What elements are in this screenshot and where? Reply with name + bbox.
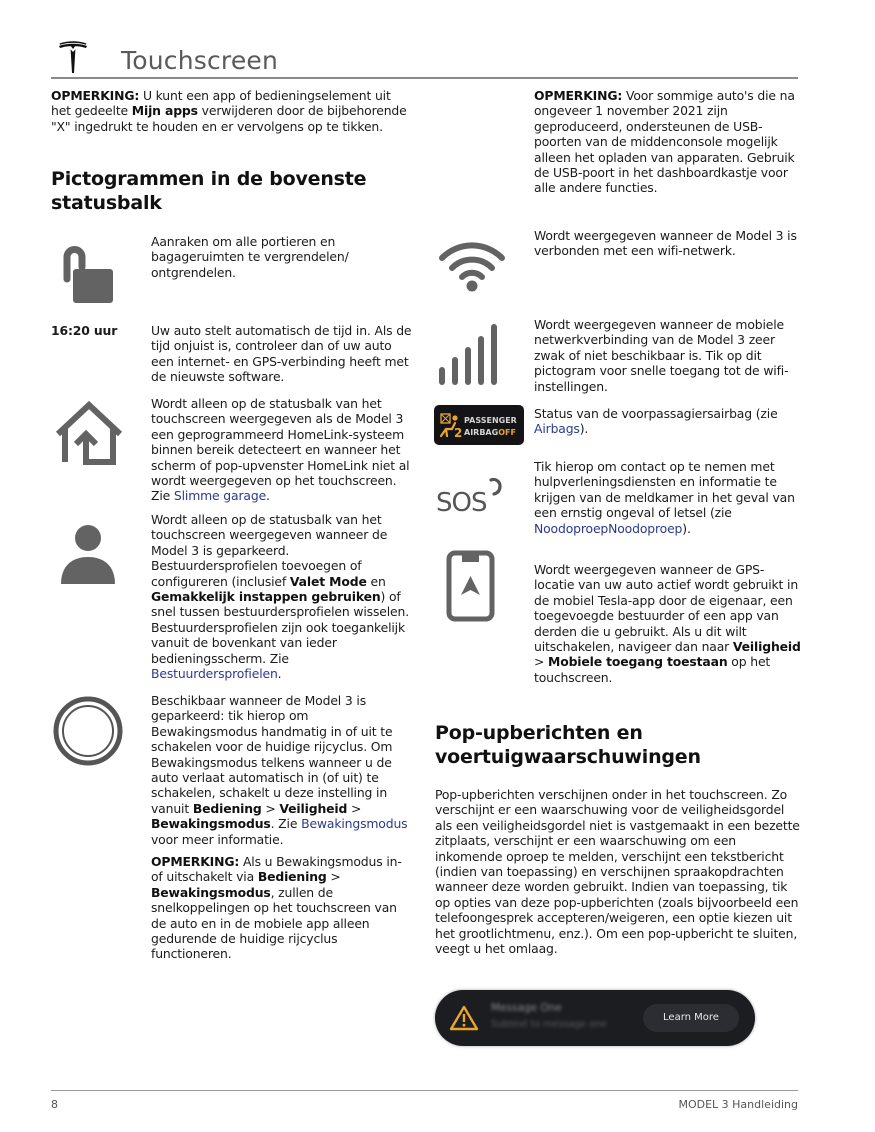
item-sos-description: [534, 459, 802, 536]
allow-mobile-access-term: Mobiele toegang toestaan: [548, 654, 728, 670]
link-emergency-call[interactable]: NoodoproepNoodoproep: [534, 520, 683, 536]
section-heading-popups: Pop-upberichten en voertuigwaarschuwingen: [435, 722, 701, 768]
separator: >: [326, 869, 341, 885]
page-title: Touchscreen: [121, 46, 279, 75]
sentry-mode-term: Bewakingsmodus: [151, 816, 271, 832]
popups-paragraph: Pop-upberichten verschijnen onder in het touchscreen. Zo verschijnt er een waarschuwing voor de veiligheidsgordel als een veiligheidsgordel niet is vastgemaakt in een bezette zitplaats, verschijnt er een waarschuwing om een inkomende oproep te melden, verschijnt een tekstbericht (indien van toepassing) en verschijnen spraakopdrachten wanneer deze worden gebruikt. Indien van toepassing, tik op opties van deze pop-upberichten (zoals bijvoorbeeld een telefoongesprek accepteren/weigeren, een optie kiezen uit het grootlichtmenu, enz.). Om een pop-upbericht te sluiten, veegt u het omlaag.: [435, 787, 800, 957]
popup-subtitle: Subtext to message one: [491, 1019, 607, 1030]
airbag-text: Status van de voorpassagiersairbag (zie: [534, 406, 778, 421]
driver-profile-person-icon: [60, 524, 116, 586]
cellular-signal-icon: [438, 323, 504, 387]
profile-text: ) of snel tussen bestuurdersprofielen wisselen. Bestuurdersprofielen zijn ook toegankelijk vanuit de bovenkant van ieder bedieningsscherm. Zie: [151, 589, 409, 666]
warning-triangle-icon: [449, 1004, 479, 1032]
profile-text: en: [366, 573, 386, 589]
item-time-description: Uw auto stelt automatisch de tijd in. Als de tijd onjuist is, controleer dan of uw auto een internet- en GPS-verbinding heeft met de nieuwste software.: [151, 323, 412, 385]
sos-text: Tik hierop om contact op te nemen met hulpverleningsdiensten en informatie te krijgen van de meldkamer in het geval van een ernstig ongeval of letsel (zie: [534, 459, 795, 521]
link-sentry-mode[interactable]: Bewakingsmodus: [301, 816, 408, 832]
link-driver-profiles[interactable]: Bestuurdersprofielen: [151, 666, 278, 682]
note-label: OPMERKING:: [151, 854, 240, 869]
link-smart-garage[interactable]: Slimme garage: [173, 488, 267, 504]
passenger-airbag-off-icon: [434, 405, 524, 445]
punctuation: ).: [579, 421, 589, 437]
sentry-text: Beschikbaar wanneer de Model 3 is geparkeerd: tik hierop om Bewakingsmodus handmatig in of uit te schakelen voor de huidige rijcyclus. Om Bewakingsmodus telkens wanneer u de auto verlaat automatisch in (of uit) te schakelen, schakelt u deze instelling in vanuit: [151, 693, 393, 816]
separator: >: [261, 800, 280, 816]
footer-divider: [51, 1090, 798, 1091]
note-label: OPMERKING:: [51, 88, 140, 103]
page-number: 8: [51, 1098, 58, 1111]
popup-notification-example: [435, 990, 755, 1046]
note-text: U kunt een app of bedieningselement uit het gedeelte: [51, 88, 391, 119]
mobile-access-text: op het touchscreen.: [534, 654, 771, 685]
profile-text: Wordt alleen op de statusbalk van het touchscreen weergegeven wanneer de Model 3 is geparkeerd. Bestuurdersprofielen toevoegen of configureren (inclusief: [151, 512, 388, 589]
mobile-access-text: Wordt weergegeven wanneer de GPS-locatie van uw auto actief wordt gebruikt in de mobiel Tesla-app door de eigenaar, een toegevoegde bestuurder of een app van derden die u gebruikt. Als u dit wilt uitschakelen, navigeer dan naar: [534, 562, 799, 655]
note-text: , zullen de snelkoppelingen op het touchscreen van de auto en in de mobiele app alleen gedurende de huidige rijcyclus functioneren.: [151, 884, 397, 962]
note-text: Voor sommige auto's die na ongeveer 1 november 2021 zijn geproduceerd, ondersteunen de USB-poorten van de middenconsole mogelijk alleen het opladen van apparaten. Gebruik de USB-poort in het dashboardkastje voor alle andere functies.: [534, 88, 795, 196]
item-lock-description: Aanraken om alle portieren en bagageruimten te vergrendelen/ ontgrendelen.: [151, 234, 349, 280]
punctuation: ).: [682, 520, 691, 536]
controls-term: Bediening: [257, 869, 327, 885]
controls-term: Bediening: [192, 800, 262, 816]
easy-entry-term: Gemakkelijk instappen gebruiken: [151, 589, 381, 605]
clock-time-label: 16:20 uur: [51, 323, 118, 338]
manual-title: MODEL 3 Handleiding: [678, 1098, 798, 1111]
note-usb-ports: [534, 88, 802, 196]
airbag-badge-word: AIRBAG: [464, 428, 499, 437]
sentry-text: voor meer informatie.: [151, 831, 284, 847]
item-driver-profile-description: [151, 512, 413, 681]
punctuation: .: [266, 488, 270, 504]
item-airbag-description: [534, 406, 802, 437]
phone-location-icon: [446, 550, 496, 622]
safety-term: Veiligheid: [732, 639, 801, 655]
separator: >: [347, 800, 362, 816]
header-divider: [51, 77, 798, 79]
tesla-logo-icon: [56, 40, 90, 74]
punctuation: .: [277, 666, 282, 682]
safety-term: Veiligheid: [279, 800, 348, 816]
svg-text:AIRBAGOFF: [464, 428, 516, 437]
sentry-mode-term: Bewakingsmodus: [151, 884, 271, 900]
svg-text:2: 2: [454, 426, 463, 440]
item-sentry-description: [151, 693, 413, 847]
popup-title: Message One: [491, 1002, 562, 1014]
item-homelink-description: [151, 396, 413, 504]
learn-more-button[interactable]: Learn More: [643, 1004, 739, 1032]
note-label: OPMERKING:: [534, 88, 623, 103]
separator: >: [534, 654, 549, 670]
note-text: verwijderen door de bijbehorende "X" ingedrukt te houden en er vervolgens op te tikken.: [51, 103, 407, 134]
link-airbags[interactable]: Airbags: [534, 421, 580, 437]
airbag-off-word: OFF: [498, 428, 516, 437]
sos-call-icon: [436, 474, 506, 516]
homelink-text: Wordt alleen op de statusbalk van het touchscreen weergegeven als de Model 3 een geprogrammeerd HomeLink-systeem binnen bereik detecteert en wanneer het scherm of pop-upvenster HomeLink niet al wordt weergegeven op het touchscreen. Zie: [151, 396, 410, 504]
sentry-text: . Zie: [270, 816, 302, 832]
item-wifi-description: Wordt weergegeven wanneer de Model 3 is verbonden met een wifi-netwerk.: [534, 228, 797, 259]
unlocked-padlock-icon: [61, 243, 115, 305]
note-sentry-shortcut: [151, 854, 413, 962]
note-remove-apps: [51, 88, 411, 134]
wifi-icon: [437, 236, 507, 292]
my-apps-term: Mijn apps: [131, 103, 198, 119]
valet-mode-term: Valet Mode: [289, 573, 367, 589]
item-mobile-access-description: [534, 562, 802, 685]
sentry-mode-circle-icon: [52, 695, 124, 767]
note-text: Als u Bewakingsmodus in- of uitschakelt via: [151, 854, 402, 885]
airbag-badge-line1: PASSENGER: [464, 416, 517, 425]
homelink-house-icon: [54, 400, 124, 466]
section-heading-status-bar-icons: Pictogrammen in de bovenste statusbalk: [51, 168, 367, 214]
item-cellular-description: Wordt weergegeven wanneer de mobiele netwerkverbinding van de Model 3 zeer zwak of niet beschikbaar is. Tik op dit pictogram voor snelle toegang tot de wifi-instellingen.: [534, 317, 789, 394]
sos-text: SOS: [436, 488, 487, 516]
